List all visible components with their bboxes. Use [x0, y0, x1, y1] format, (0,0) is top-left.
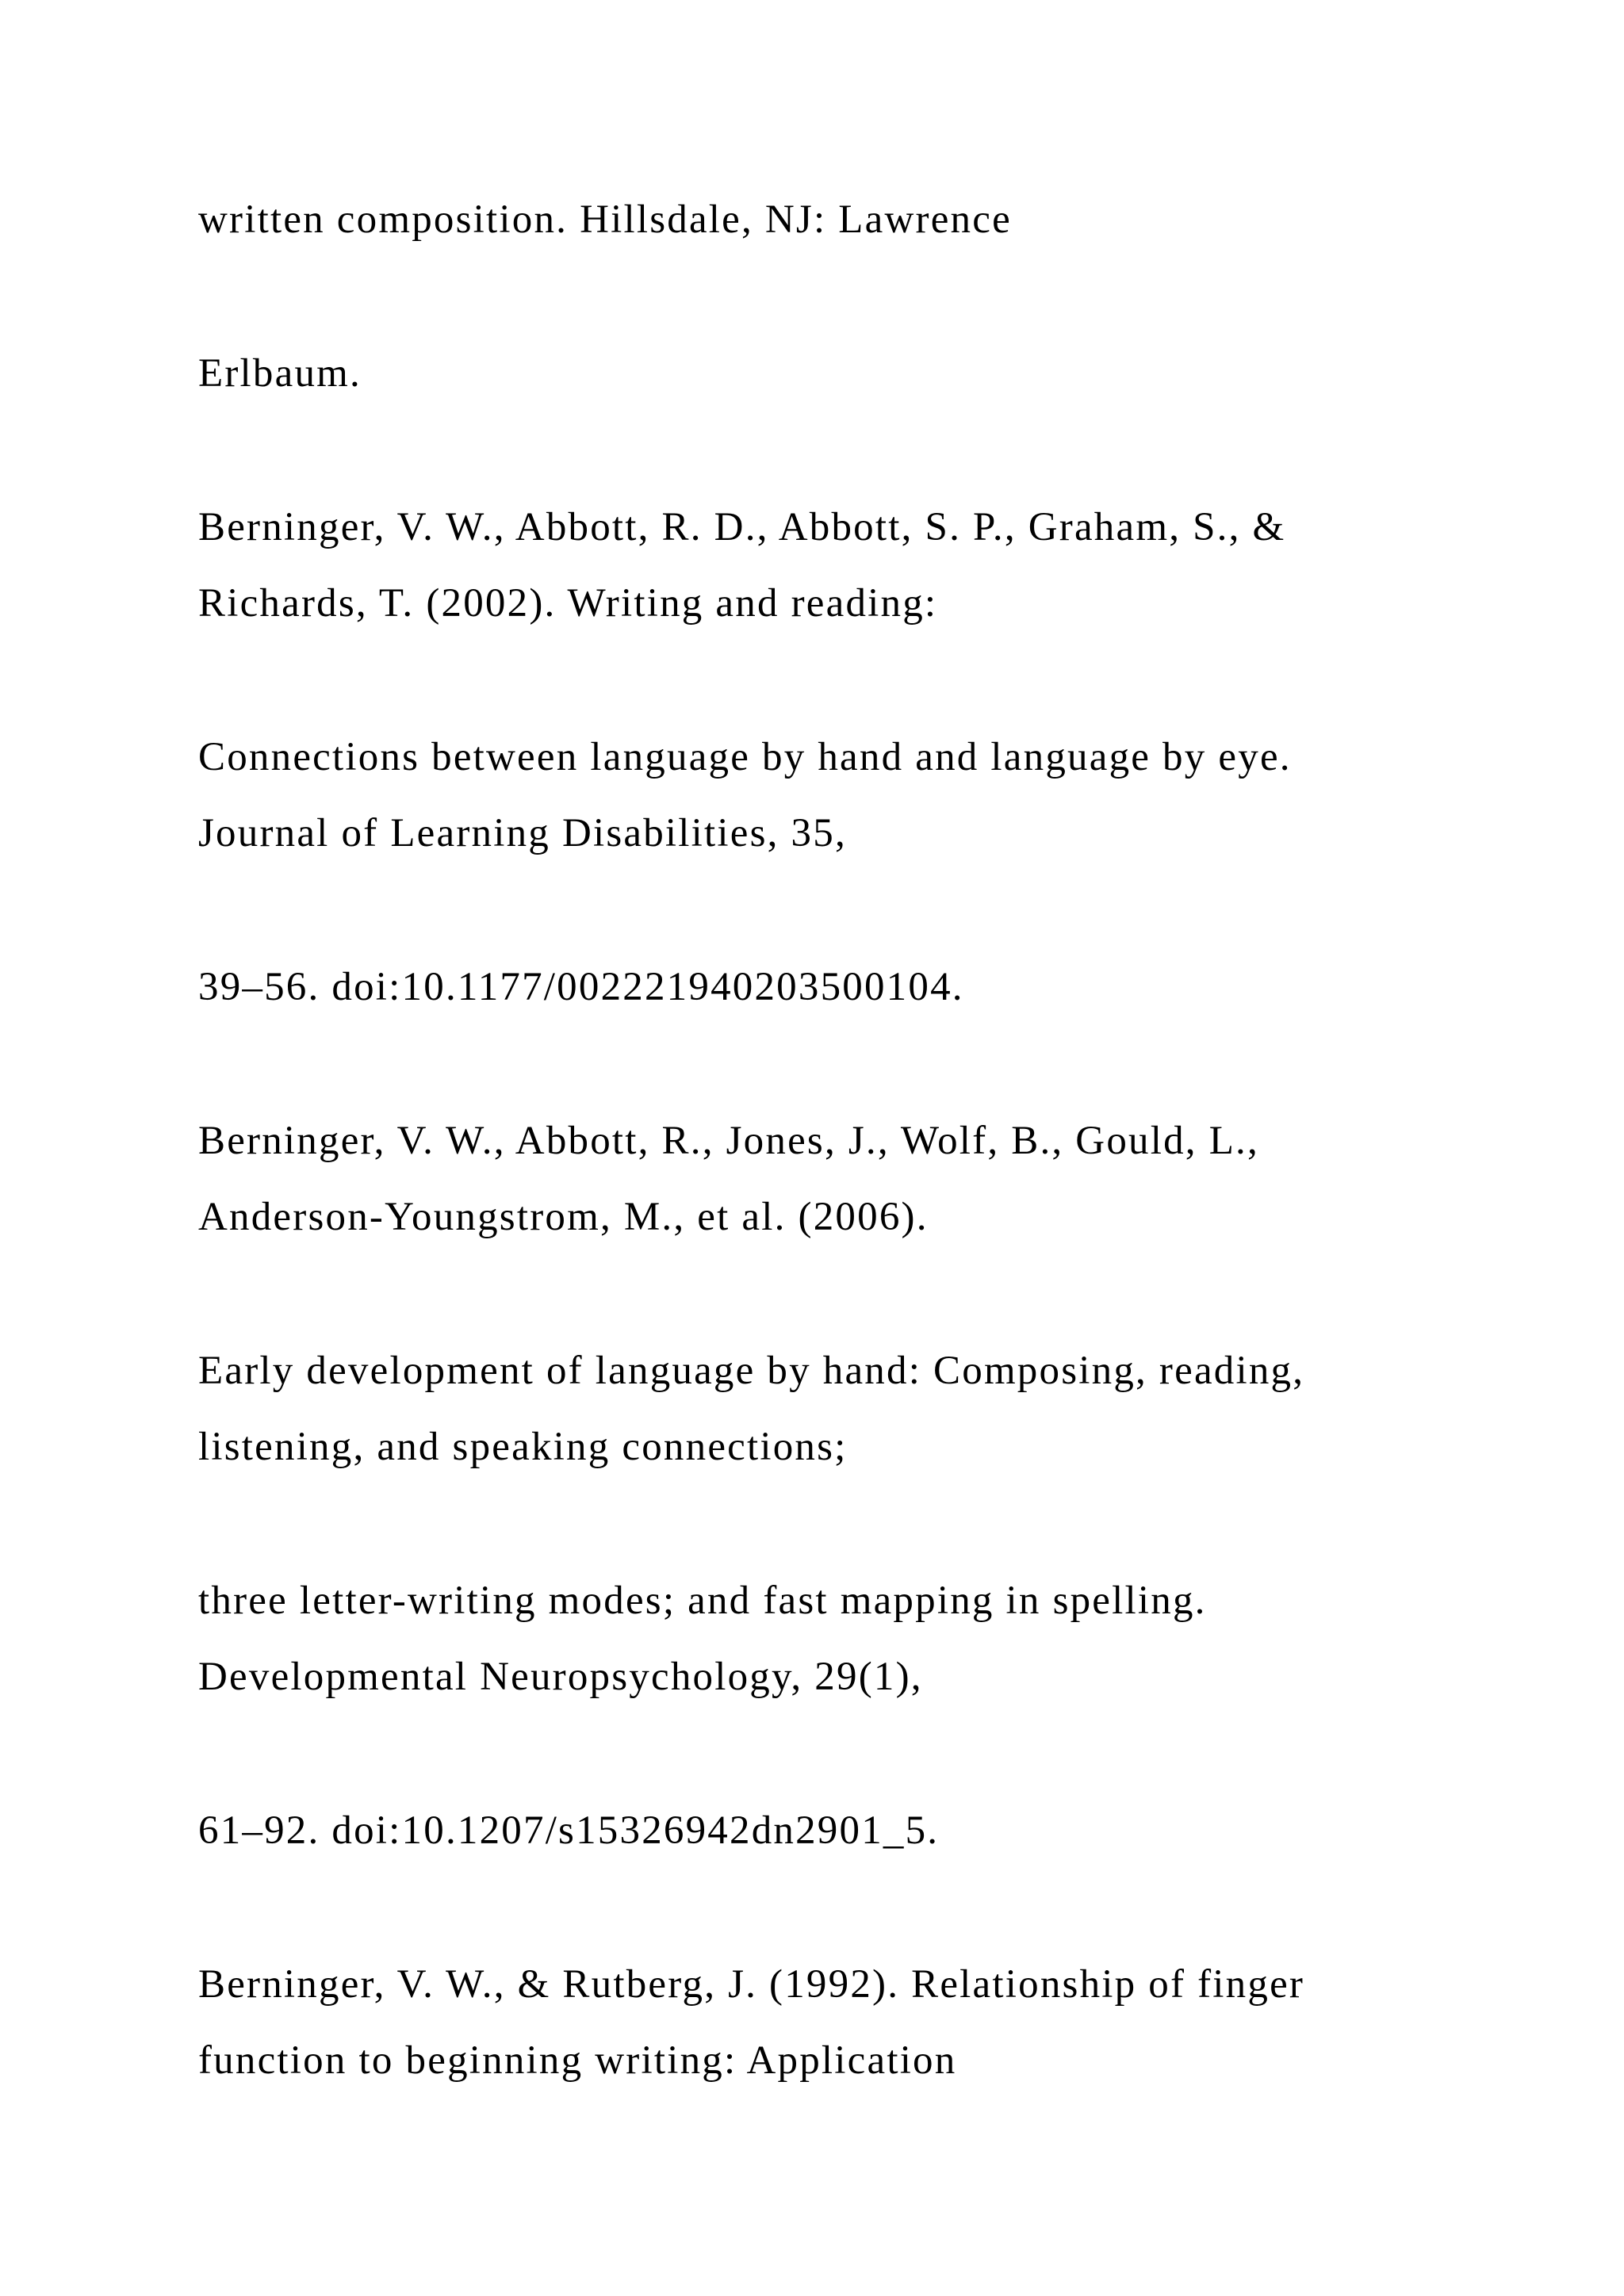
text-line: Journal of Learning Disabilities, 35, — [198, 811, 847, 855]
text-line: listening, and speaking connections; — [198, 1425, 848, 1469]
text-line: Connections between language by hand and language by eye. — [198, 735, 1292, 779]
text-line: Richards, T. (2002). Writing and reading: — [198, 581, 938, 626]
text-line: three letter-writing modes; and fast mapping in spelling. — [198, 1578, 1207, 1623]
text-line: Berninger, V. W., & Rutberg, J. (1992). Relationship of finger — [198, 1962, 1305, 2007]
text-line: 61–92. doi:10.1207/s15326942dn2901_5. — [198, 1808, 940, 1853]
text-line: Early development of language by hand: Composing, reading, — [198, 1349, 1305, 1393]
text-line: Berninger, V. W., Abbott, R., Jones, J., Wolf, B., Gould, L., — [198, 1119, 1259, 1163]
text-line: written composition. Hillsdale, NJ: Lawrence — [198, 197, 1012, 242]
text-line: Anderson-Youngstrom, M., et al. (2006). — [198, 1195, 929, 1239]
text-line: Developmental Neuropsychology, 29(1), — [198, 1655, 923, 1699]
text-line: 39–56. doi:10.1177/002221940203500104. — [198, 965, 964, 1009]
text-line: function to beginning writing: Application — [198, 2038, 957, 2083]
text-line: Erlbaum. — [198, 351, 362, 396]
text-line: Berninger, V. W., Abbott, R. D., Abbott, S. P., Graham, S., & — [198, 505, 1286, 549]
